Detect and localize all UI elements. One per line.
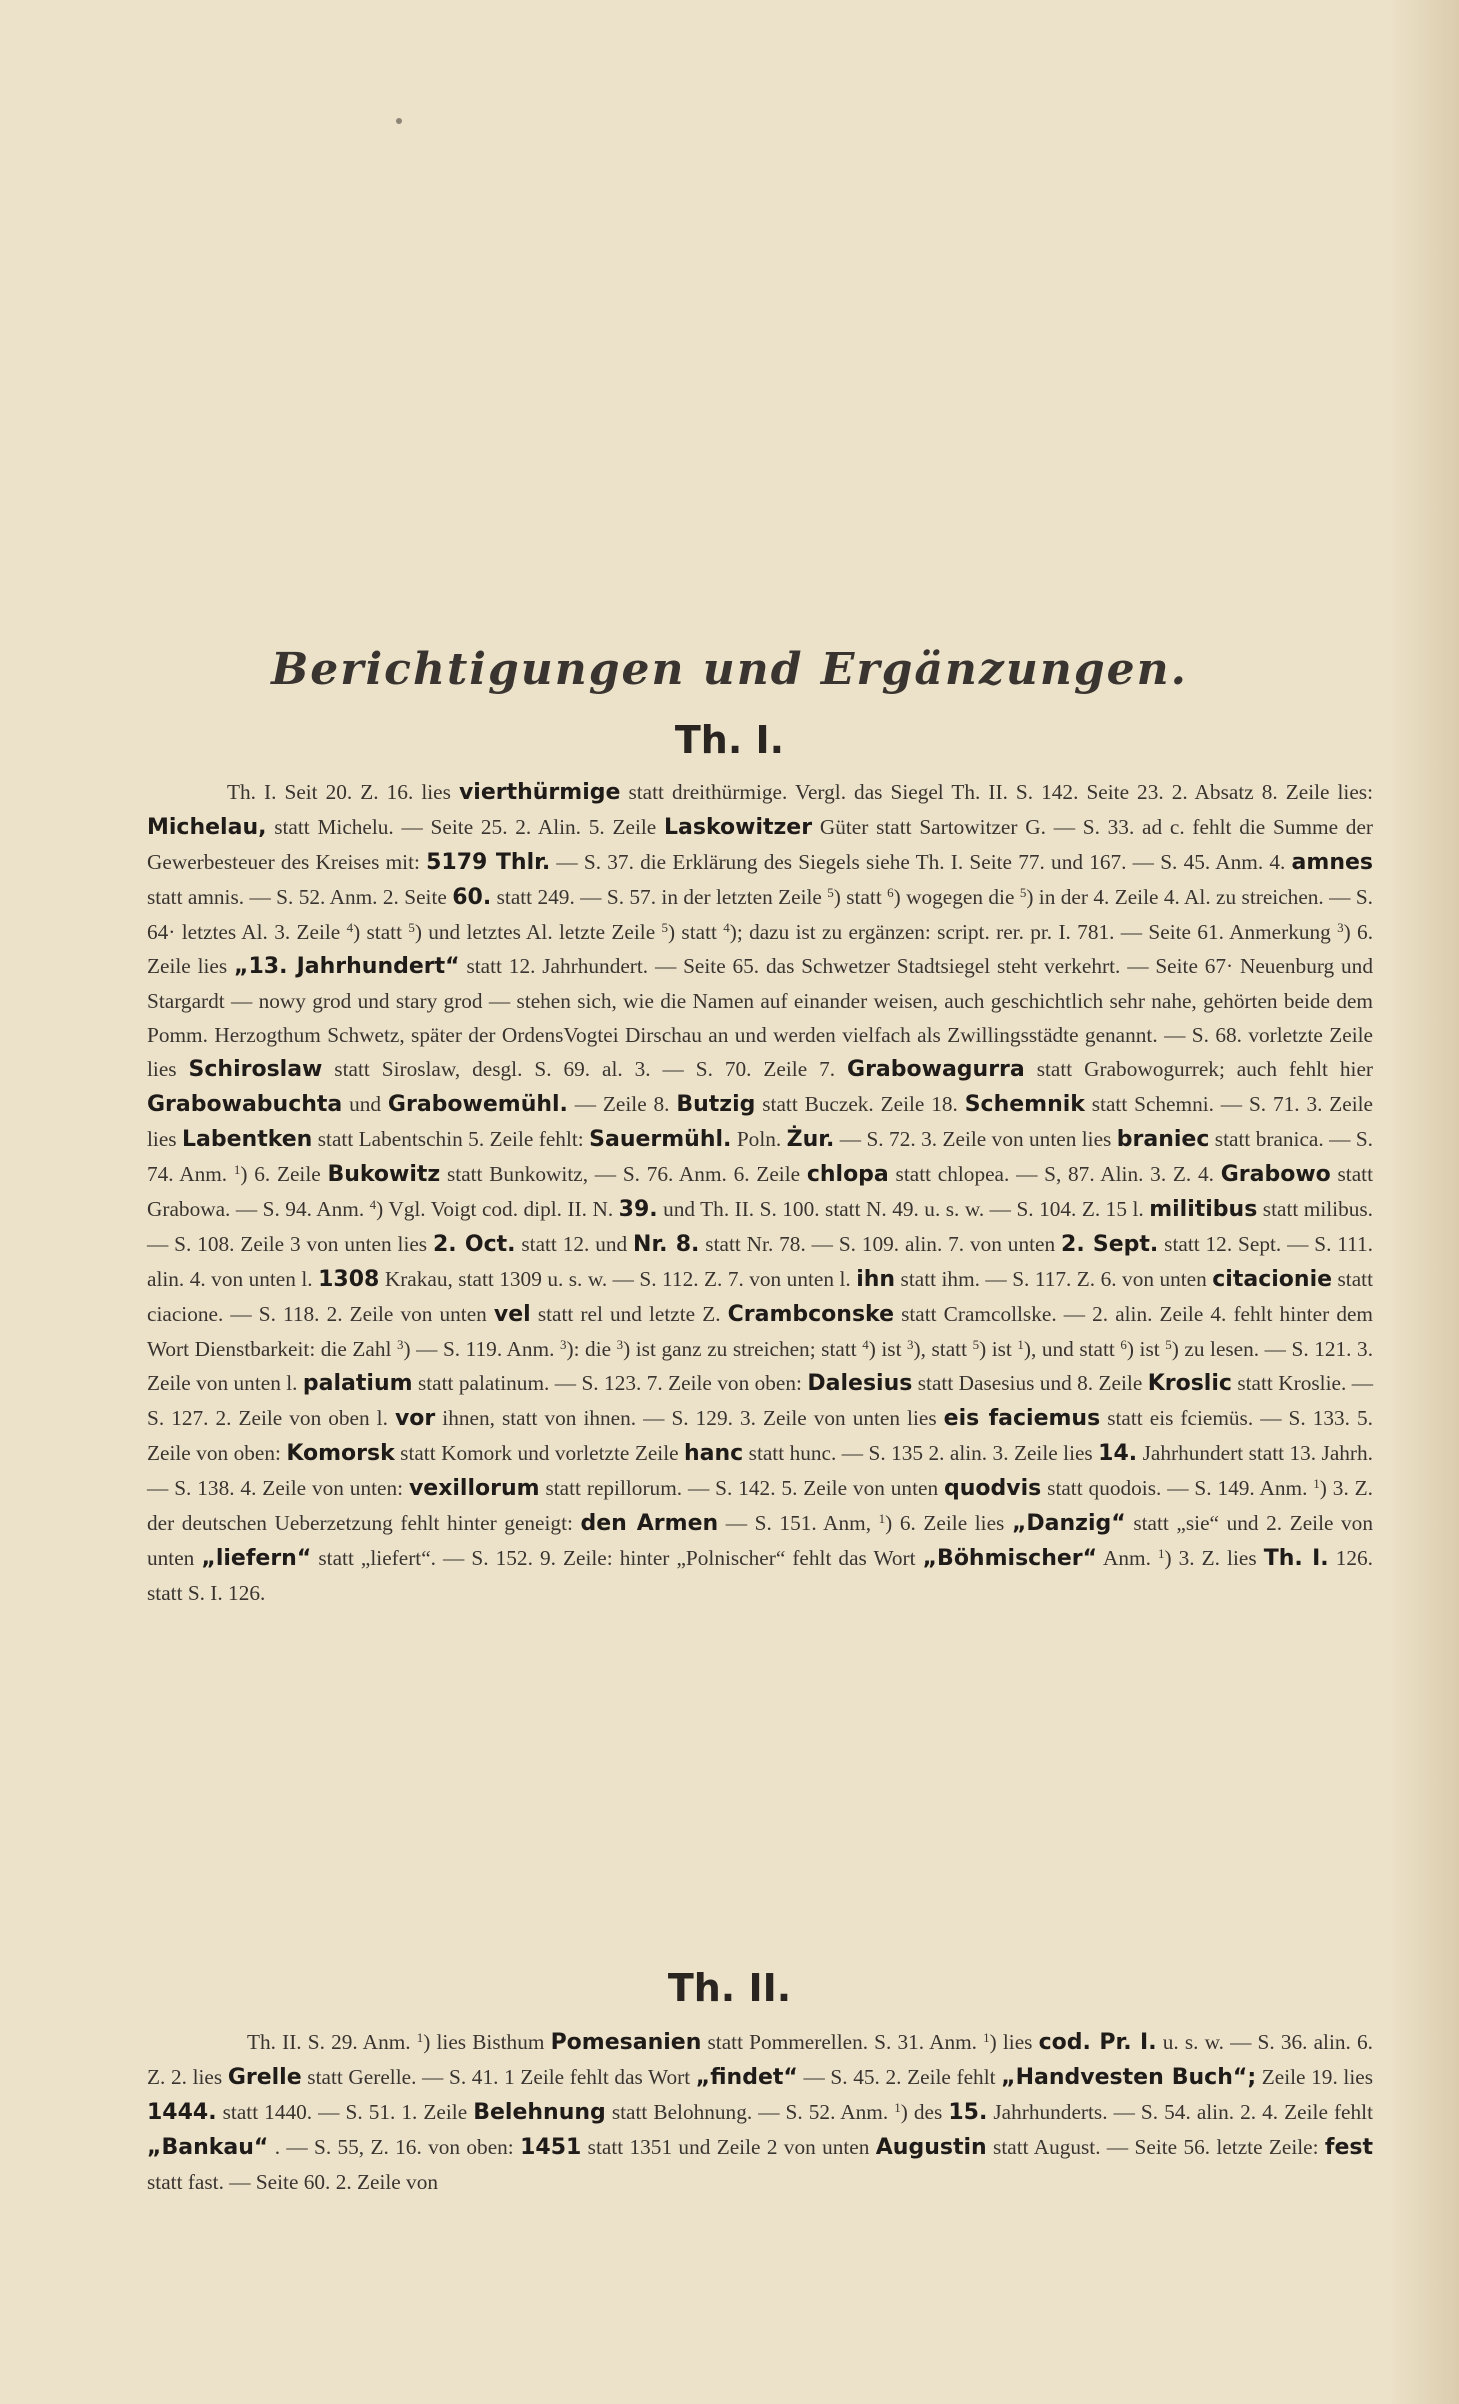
correction-term: militibus: [1149, 1197, 1258, 1222]
text-run: statt palatinum. — S. 123. 7. Zeile von oben:: [412, 1371, 808, 1395]
text-run: ), statt: [913, 1337, 973, 1361]
footnote-mark: 1: [894, 2100, 901, 2115]
text-run: 126. statt S. I. 126.: [147, 1546, 1373, 1605]
text-run: statt Komork und vorletzte Zeile: [394, 1441, 684, 1465]
page-edge-shadow: [1389, 0, 1459, 2404]
text-run: statt 1351 und Zeile 2 von unten: [581, 2135, 876, 2159]
correction-term: citacionie: [1212, 1267, 1333, 1292]
text-run: Krakau, statt 1309 u. s. w. — S. 112. Z. 7. von unten l.: [379, 1267, 857, 1291]
text-run: statt Labentschin 5. Zeile fehlt:: [312, 1127, 590, 1151]
text-run: statt repillorum. — S. 142. 5. Zeile von unten: [539, 1476, 944, 1500]
text-run: statt „sie“ und 2. Zeile von unten: [147, 1511, 1373, 1570]
section-body-th2: [147, 2025, 1373, 2199]
correction-term: Schemnik: [964, 1092, 1085, 1117]
text-run: — S. 151. Anm,: [718, 1511, 879, 1535]
correction-term: Żur.: [786, 1127, 835, 1152]
section-heading-th2: Th. II.: [667, 1966, 792, 2010]
correction-term: hanc: [684, 1441, 744, 1466]
text-run: ihnen, statt von ihnen. — S. 129. 3. Zeile von unten lies: [435, 1406, 944, 1430]
text-run: statt „liefert“. — S. 152. 9. Zeile: hinter „Polnischer“ fehlt das Wort: [311, 1546, 923, 1570]
text-run: statt Gerelle. — S. 41. 1 Zeile fehlt das Wort: [301, 2065, 696, 2089]
text-run: ) ist ganz zu streichen; statt: [623, 1337, 863, 1361]
text-run: statt quodois. — S. 149. Anm.: [1041, 1476, 1314, 1500]
text-run: statt hunc. — S. 135 2. alin. 3. Zeile lies: [743, 1441, 1099, 1465]
correction-term: vierthürmige: [458, 780, 621, 805]
text-run: ) statt: [833, 885, 888, 909]
correction-term: Belehnung: [473, 2100, 606, 2125]
correction-term: vel: [493, 1302, 531, 1327]
correction-term: Augustin: [875, 2135, 987, 2160]
correction-term: 2. Oct.: [432, 1232, 516, 1257]
text-run: ) und letztes Al. letzte Zeile: [414, 920, 662, 944]
footnote-mark: 5: [1019, 885, 1027, 900]
text-run: statt 1440. — S. 51. 1. Zeile: [216, 2100, 474, 2124]
correction-term: 15.: [948, 2100, 988, 2125]
text-run: ) ist: [868, 1337, 908, 1361]
text-run: ); dazu ist zu ergänzen: script. rer. pr. I. 781. — Seite 61. Anmerkung: [729, 920, 1338, 944]
correction-term: 1451: [520, 2135, 582, 2160]
paper-speck: [396, 118, 402, 124]
correction-term: „Böhmischer“: [922, 1546, 1098, 1571]
correction-term: 60.: [452, 885, 492, 910]
correction-term: Grabowagurra: [847, 1057, 1025, 1082]
footnote-mark: 4: [862, 1337, 869, 1352]
text-run: Th. II. S. 29. Anm.: [247, 2030, 417, 2054]
text-run: statt fast. — Seite 60. 2. Zeile von: [147, 2170, 439, 2194]
text-run: statt chlopea. — S, 87. Alin. 3. Z. 4.: [888, 1162, 1221, 1186]
text-run: Güter statt Sartowitzer G. — S. 33. ad c. fehlt die Summe der Gewerbesteuer des Kreises mit:: [147, 815, 1373, 874]
footnote-mark: 6: [887, 885, 894, 900]
text-run: Poln.: [731, 1127, 787, 1151]
footnote-mark: 3: [559, 1337, 567, 1352]
text-run: — S. 37. die Erklärung des Siegels siehe Th. I. Seite 77. und 167. — S. 45. Anm. 4.: [550, 850, 1292, 874]
text-run: statt Grabowogurrek; auch fehlt hier: [1024, 1057, 1374, 1081]
text-run: statt dreithürmige. Vergl. das Siegel Th. II. S. 142. Seite 23. 2. Absatz 8. Zeile lies:: [620, 780, 1374, 804]
correction-term: 1308: [318, 1267, 380, 1292]
text-run: statt Belohnung. — S. 52. Anm.: [605, 2100, 895, 2124]
text-run: ) 3. Z. der deutschen Ueberzetzung fehlt hinter geneigt:: [147, 1476, 1373, 1535]
text-run: — S. 45. 2. Zeile fehlt: [797, 2065, 1002, 2089]
correction-term: „Bankau“: [147, 2135, 269, 2160]
text-run: und Th. II. S. 100. statt N. 49. u. s. w. — S. 104. Z. 15 l.: [657, 1197, 1150, 1221]
section-heading-th1: Th. I.: [674, 718, 785, 762]
text-run: ) des: [900, 2100, 949, 2124]
correction-term: Pomesanien: [550, 2030, 702, 2055]
text-run: statt Grabowa. — S. 94. Anm.: [147, 1162, 1374, 1221]
correction-term: Butzig: [676, 1092, 756, 1117]
text-run: statt Cramcollske. — 2. alin. Zeile 4. fehlt hinter dem Wort Dienstbarkeit: die Zahl: [147, 1302, 1373, 1361]
correction-term: fest: [1324, 2135, 1374, 2160]
text-run: statt milibus. — S. 108. Zeile 3 von unten lies: [147, 1197, 1373, 1256]
correction-term: Grabowemühl.: [387, 1092, 568, 1117]
correction-term: 39.: [618, 1197, 658, 1222]
text-run: u. s. w. — S. 36. alin. 6. Z. 2. lies: [147, 2030, 1373, 2089]
footnote-mark: 5: [1165, 1337, 1172, 1352]
text-run: ) statt: [353, 920, 409, 944]
correction-term: Labentken: [182, 1127, 313, 1152]
correction-term: vor: [394, 1406, 436, 1431]
correction-term: amnes: [1291, 850, 1373, 875]
section-body-th1: [147, 775, 1373, 1610]
correction-term: „Handvesten Buch“;: [1001, 2065, 1257, 2090]
text-run: statt Nr. 78. — S. 109. alin. 7. von unten: [699, 1232, 1062, 1256]
text-run: ) 6. Zeile: [240, 1162, 328, 1186]
correction-term: 5179 Thlr.: [426, 850, 551, 875]
footnote-mark: 5: [661, 920, 668, 935]
footnote-mark: 1: [878, 1511, 886, 1526]
correction-term: Th. I.: [1263, 1546, 1329, 1571]
text-run: ): die: [566, 1337, 617, 1361]
text-run: — Zeile 8.: [567, 1092, 677, 1116]
footnote-mark: 4: [346, 920, 354, 935]
footnote-mark: 4: [723, 920, 730, 935]
text-run: ) wogegen die: [893, 885, 1020, 909]
footnote-mark: 1: [1017, 1337, 1024, 1352]
correction-term: Grabowabuchta: [147, 1092, 343, 1117]
text-run: Zeile 19. lies: [1256, 2065, 1373, 2089]
text-run: statt ciacione. — S. 118. 2. Zeile von unten: [147, 1267, 1373, 1326]
text-run: statt Buczek. Zeile 18.: [755, 1092, 965, 1116]
text-run: statt Dasesius und 8. Zeile: [912, 1371, 1148, 1395]
footnote-mark: 1: [1313, 1476, 1320, 1491]
correction-term: den Armen: [580, 1511, 719, 1536]
footnote-mark: 1: [416, 2030, 424, 2045]
text-run: statt Bunkowitz, — S. 76. Anm. 6. Zeile: [440, 1162, 807, 1186]
correction-term: 2. Sept.: [1061, 1232, 1159, 1257]
correction-term: 1444.: [147, 2100, 217, 2125]
text-run: ) statt: [668, 920, 724, 944]
text-run: statt Siroslaw, desgl. S. 69. al. 3. — S. 70. Zeile 7.: [322, 1057, 848, 1081]
text-run: statt 12. und: [515, 1232, 634, 1256]
text-run: ) — S. 119. Anm.: [403, 1337, 560, 1361]
text-run: statt rel und letzte Z.: [530, 1302, 728, 1326]
text-run: ) lies: [989, 2030, 1039, 2054]
text-run: ) ist: [979, 1337, 1018, 1361]
text-run: statt ihm. — S. 117. Z. 6. von unten: [895, 1267, 1213, 1291]
text-run: Anm.: [1097, 1546, 1158, 1570]
correction-term: braniec: [1116, 1127, 1210, 1152]
text-run: ) 6. Zeile lies: [147, 920, 1374, 978]
footnote-mark: 4: [369, 1197, 377, 1212]
footnote-mark: 3: [1337, 920, 1344, 935]
text-run: statt amnis. — S. 52. Anm. 2. Seite: [147, 885, 453, 909]
text-run: ) Vgl. Voigt cod. dipl. II. N.: [376, 1197, 619, 1221]
footnote-mark: 3: [907, 1337, 914, 1352]
footnote-mark: 1: [1157, 1546, 1165, 1561]
correction-term: Kroslic: [1147, 1371, 1232, 1396]
text-run: Th. I. Seit 20. Z. 16. lies: [227, 780, 459, 804]
correction-term: vexillorum: [408, 1476, 540, 1501]
correction-term: Michelau,: [147, 815, 267, 840]
correction-term: Grabowo: [1220, 1162, 1331, 1187]
text-run: ), und statt: [1023, 1337, 1121, 1361]
text-run: statt eis fciemüs. — S. 133. 5. Zeile von oben:: [147, 1406, 1373, 1465]
correction-term: cod. Pr. I.: [1038, 2030, 1157, 2055]
text-run: ) lies Bisthum: [423, 2030, 551, 2054]
correction-term: Schiroslaw: [188, 1057, 323, 1082]
correction-term: quodvis: [944, 1476, 1042, 1501]
correction-term: „Danzig“: [1011, 1511, 1126, 1536]
text-run: ) ist: [1126, 1337, 1166, 1361]
text-run: ) 6. Zeile lies: [885, 1511, 1012, 1535]
text-run: statt 249. — S. 57. in der letzten Zeile: [491, 885, 828, 909]
correction-term: „13. Jahrhundert“: [234, 954, 460, 979]
correction-term: Crambconske: [727, 1302, 895, 1327]
page-title: Berichtigungen und Ergänzungen.: [271, 644, 1188, 695]
correction-term: Bukowitz: [327, 1162, 441, 1187]
text-run: — S. 72. 3. Zeile von unten lies: [834, 1127, 1117, 1151]
text-run: ) 3. Z. lies: [1164, 1546, 1264, 1570]
correction-term: „liefern“: [201, 1546, 312, 1571]
correction-term: Sauermühl.: [589, 1127, 732, 1152]
text-run: Jahrhunderts. — S. 54. alin. 2. 4. Zeile fehlt: [987, 2100, 1373, 2124]
text-run: statt Kroslie. — S. 127. 2. Zeile von oben l.: [147, 1371, 1373, 1430]
text-run: . — S. 55, Z. 16. von oben:: [268, 2135, 521, 2159]
text-run: Jahrhundert statt 13. Jahrh. — S. 138. 4. Zeile von unten:: [147, 1441, 1374, 1500]
correction-term: Dalesius: [807, 1371, 913, 1396]
correction-term: Nr. 8.: [633, 1232, 700, 1257]
footnote-mark: 1: [233, 1162, 241, 1177]
text-run: statt 12. Jahrhundert. — Seite 65. das Schwetzer Stadtsiegel steht verkehrt. — Seite 67· Neuenburg und Stargardt — nowy grod und stary grod — stehen sich, wie die Namen auf einander weisen, auch geschichtlich sehr nahe, gehörten beide dem Pomm. Herzogthum Schwetz, später der OrdensVogtei Dirschau an und werden vielfach als Zwillingsstädte genannt. — S. 68. vorletzte Zeile lies: [147, 954, 1373, 1081]
text-run: und: [342, 1092, 388, 1116]
footnote-mark: 5: [408, 920, 415, 935]
text-run: statt branica. — S. 74. Anm.: [147, 1127, 1374, 1186]
correction-term: eis faciemus: [943, 1406, 1101, 1431]
correction-term: „findet“: [695, 2065, 798, 2090]
text-run: statt Michelu. — Seite 25. 2. Alin. 5. Zeile: [266, 815, 664, 839]
text-run: ) zu lesen. — S. 121. 3. Zeile von unten l.: [147, 1337, 1374, 1395]
footnote-mark: 3: [616, 1337, 624, 1352]
footnote-mark: 3: [396, 1337, 404, 1352]
footnote-mark: 1: [983, 2030, 990, 2045]
text-run: statt Pommerellen. S. 31. Anm.: [701, 2030, 984, 2054]
text-run: statt August. — Seite 56. letzte Zeile:: [986, 2135, 1325, 2159]
text-run: ) in der 4. Zeile 4. Al. zu streichen. — S. 64· letztes Al. 3. Zeile: [147, 885, 1373, 944]
correction-term: Laskowitzer: [664, 815, 813, 840]
footnote-mark: 5: [827, 885, 834, 900]
correction-term: Grelle: [227, 2065, 302, 2090]
correction-term: 14.: [1098, 1441, 1138, 1466]
footnote-mark: 6: [1120, 1337, 1127, 1352]
correction-term: Komorsk: [286, 1441, 395, 1466]
correction-term: palatium: [302, 1371, 413, 1396]
correction-term: ihn: [856, 1267, 896, 1292]
correction-term: chlopa: [806, 1162, 889, 1187]
text-run: statt 12. Sept. — S. 111. alin. 4. von unten l.: [147, 1232, 1373, 1291]
text-run: statt Schemni. — S. 71. 3. Zeile lies: [147, 1092, 1374, 1151]
footnote-mark: 5: [972, 1337, 980, 1352]
